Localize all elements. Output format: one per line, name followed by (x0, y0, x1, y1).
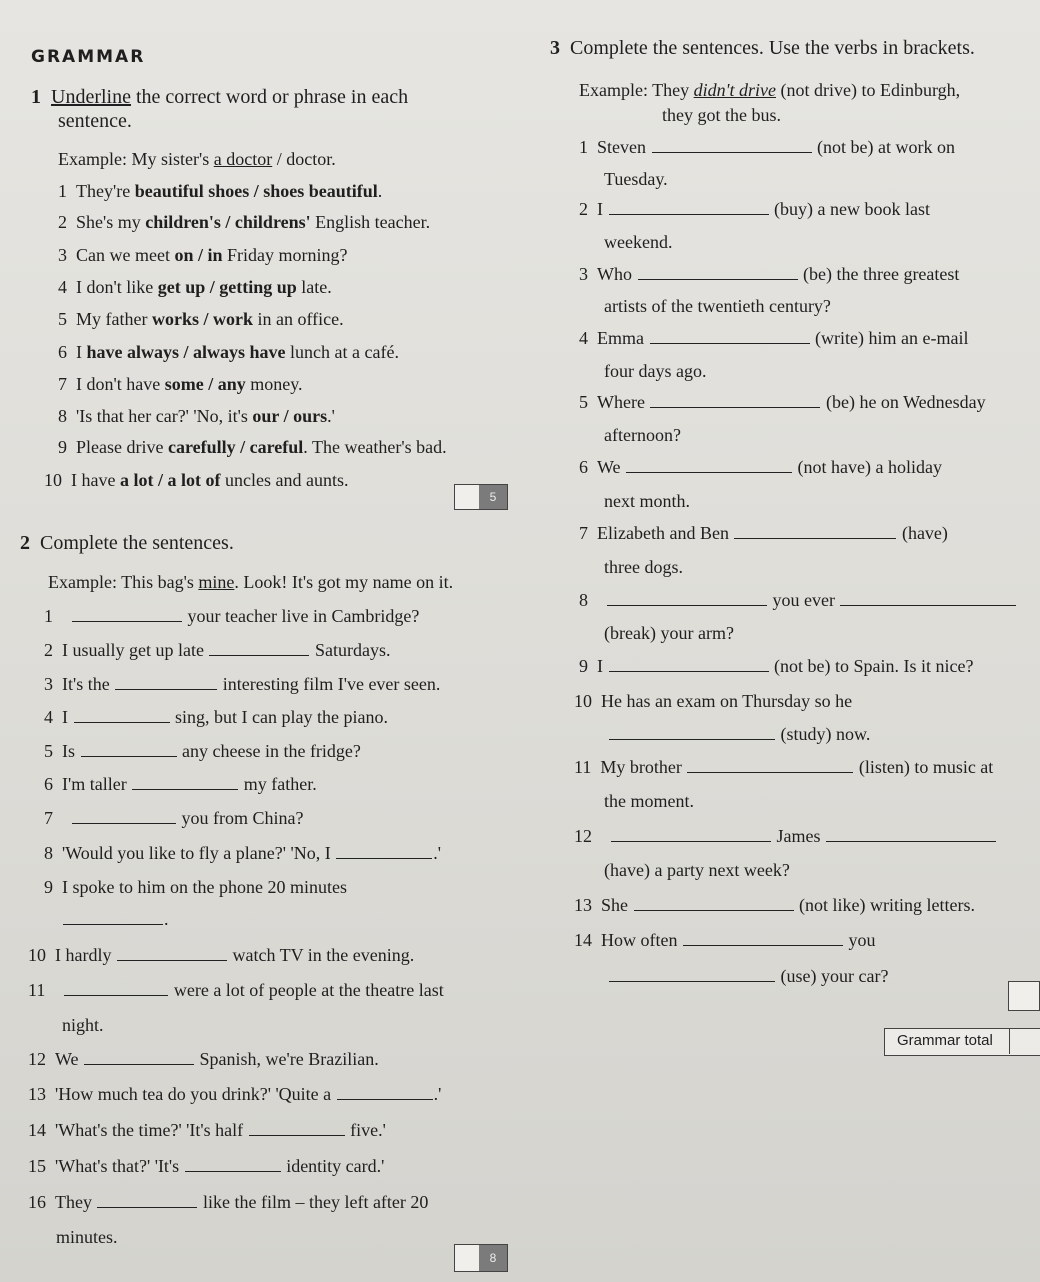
item-text: 'What's that?' 'It's (55, 1156, 184, 1176)
item-number: 11 (28, 980, 46, 1000)
grammar-total-box (884, 1028, 1040, 1056)
item-number: 14 (574, 930, 592, 950)
item-text: like the film – they left after 20 (198, 1192, 429, 1212)
answer-blank[interactable] (638, 265, 798, 280)
item-continuation (608, 965, 888, 987)
item-text: (have) a party next week? (604, 860, 790, 880)
sentence-item (579, 522, 948, 544)
item-text: interesting film I've ever seen. (218, 674, 441, 694)
item-number: 1 (44, 606, 53, 626)
answer-blank[interactable] (609, 200, 769, 215)
item-text: (be) the three greatest (803, 264, 960, 284)
item-number: 5 (44, 741, 53, 761)
item-text: We (597, 457, 626, 477)
item-text: sing, but I can play the piano. (170, 707, 388, 727)
answer-blank[interactable] (81, 742, 177, 757)
answer-blank[interactable] (634, 896, 794, 911)
grammar-total-score (1009, 1028, 1040, 1054)
exercise-2-example: Example: This bag's mine. Look! It's got my name on it. (48, 572, 454, 592)
item-text: were a lot of people at the theatre last (169, 980, 444, 1000)
answer-blank[interactable] (650, 329, 810, 344)
item-text: .' (433, 1084, 442, 1104)
item-number: 1 (58, 181, 67, 201)
item-text: I have (71, 470, 120, 490)
item-continuation (604, 424, 681, 446)
item-number: 2 (579, 199, 588, 219)
item-text: artists of the twentieth century? (604, 296, 831, 316)
exercise-3-example: Example: They didn't drive (not drive) to Edinburgh, (579, 80, 961, 100)
item-number: 10 (574, 691, 592, 711)
item-text: four days ago. (604, 361, 707, 381)
sentence-item (58, 405, 335, 427)
item-text: Tuesday. (604, 169, 668, 189)
item-text: Who (597, 264, 637, 284)
sentence-item (58, 180, 382, 202)
answer-blank[interactable] (132, 775, 238, 790)
sentence-item (44, 876, 347, 898)
sentence-item (579, 263, 959, 285)
item-number: 4 (58, 277, 67, 297)
item-continuation (604, 360, 706, 382)
item-number: 5 (58, 309, 67, 329)
sentence-item (44, 639, 390, 661)
sentence-item (58, 308, 344, 330)
exercise-1-title-line2: sentence. (58, 110, 132, 132)
item-text: He has an exam on Thursday so he (601, 691, 853, 711)
item-text: (use) your car? (780, 966, 889, 986)
answer-blank[interactable] (609, 725, 775, 740)
answer-blank[interactable] (652, 138, 812, 153)
sentence-item (44, 605, 419, 627)
item-9-continuation (62, 908, 169, 930)
answer-blank[interactable] (734, 524, 896, 539)
answer-blank[interactable] (626, 458, 792, 473)
item-number: 8 (44, 843, 53, 863)
item-text: Spanish, we're Brazilian. (195, 1049, 379, 1069)
item-number: 2 (58, 212, 67, 232)
item-number: 2 (44, 640, 53, 660)
item-text: (be) he on Wednesday (825, 392, 986, 412)
item-text: (break) your arm? (604, 623, 734, 643)
item-number: 15 (28, 1156, 46, 1176)
answer-blank[interactable] (607, 591, 767, 606)
item-text: . (164, 909, 169, 929)
item-text: any cheese in the fridge? (177, 741, 361, 761)
item-text: I don't have (76, 374, 165, 394)
answer-blank[interactable] (74, 708, 170, 723)
item-number: 13 (574, 895, 592, 915)
item-text: uncles and aunts. (220, 470, 349, 490)
answer-blank[interactable] (72, 607, 182, 622)
item-text: Can we meet (76, 245, 175, 265)
answer-blank[interactable] (97, 1193, 197, 1208)
answer-blank[interactable] (337, 1085, 433, 1100)
item-text: (write) him an e-mail (815, 328, 969, 348)
sentence-item (28, 1191, 428, 1213)
item-number: 12 (28, 1049, 46, 1069)
item-number: 5 (579, 392, 588, 412)
sentence-item (28, 1155, 384, 1177)
sentence-item (579, 456, 942, 478)
item-text: watch TV in the evening. (227, 945, 415, 965)
item-number: 7 (579, 523, 588, 543)
item-text: 'Is that her car?' 'No, it's (76, 406, 253, 426)
item-text: (listen) to music at (858, 757, 994, 777)
score-max: 5 (479, 485, 507, 509)
item-text: We (55, 1049, 84, 1069)
sentence-item (44, 842, 441, 864)
exercise-1-example: Example: My sister's a doctor / doctor. (58, 149, 336, 169)
example-answer: mine (198, 572, 235, 592)
answer-blank[interactable] (840, 591, 1016, 606)
item-text: 'What's the time?' 'It's half (55, 1120, 248, 1140)
item-number: 8 (58, 406, 67, 426)
item-number: 3 (579, 264, 588, 284)
item-number: 12 (574, 826, 592, 846)
answer-blank[interactable] (826, 827, 996, 842)
item-text: money. (245, 374, 303, 394)
item-text: 'Would you like to fly a plane?' 'No, I (62, 843, 336, 863)
exercise-1-title (31, 86, 408, 108)
item-number: 4 (44, 707, 53, 727)
answer-blank[interactable] (64, 981, 168, 996)
item-11-continuation: night. (62, 1015, 104, 1035)
item-continuation (604, 556, 683, 578)
item-text: my father. (239, 774, 317, 794)
sentence-item (574, 756, 993, 778)
score-max: 8 (479, 1245, 507, 1271)
sentence-item (58, 244, 347, 266)
sentence-item (574, 825, 997, 847)
item-number: 10 (44, 470, 62, 490)
answer-blank[interactable] (609, 967, 775, 982)
word-choice[interactable]: on / in (174, 245, 223, 265)
answer-blank[interactable] (611, 827, 771, 842)
item-number: 9 (44, 877, 53, 897)
item-text: the moment. (604, 791, 694, 811)
sentence-item (58, 436, 447, 458)
item-text: next month. (604, 491, 690, 511)
item-number: 14 (28, 1120, 46, 1140)
item-text: I (597, 199, 608, 219)
exercise-3-title: 3 Complete the sentences. Use the verbs in brackets. (550, 37, 975, 59)
item-text: .' (327, 406, 335, 426)
item-text: (buy) a new book last (774, 199, 930, 219)
word-choice[interactable]: children's / childrens' (145, 212, 311, 232)
sentence-item (44, 673, 440, 695)
item-continuation (604, 622, 734, 644)
item-number: 3 (44, 674, 53, 694)
item-text: (have) (901, 523, 948, 543)
score-box-1 (454, 484, 508, 510)
example-answer: didn't drive (693, 80, 776, 100)
item-text: afternoon? (604, 425, 681, 445)
answer-blank[interactable] (650, 393, 820, 408)
item-number: 6 (579, 457, 588, 477)
item-number: 7 (44, 808, 53, 828)
item-number: 16 (28, 1192, 46, 1212)
sentence-item (579, 198, 930, 220)
item-text: English teacher. (310, 212, 431, 232)
sentence-item (28, 979, 444, 1001)
sentence-item (574, 894, 975, 916)
item-text: you ever (772, 590, 835, 610)
sentence-item (58, 211, 430, 233)
answer-blank[interactable] (209, 641, 309, 656)
item-text: I don't like (76, 277, 158, 297)
word-choice[interactable]: beautiful shoes / shoes beautiful (134, 181, 378, 201)
item-text: My father (76, 309, 152, 329)
item-text: Saturdays. (310, 640, 391, 660)
sentence-item (58, 341, 399, 363)
sentence-item (574, 690, 852, 712)
answer-blank[interactable] (185, 1157, 281, 1172)
sentence-item (579, 655, 973, 677)
example-answer: a doctor (213, 149, 273, 169)
item-number: 10 (28, 945, 46, 965)
item-text: They're (76, 181, 135, 201)
exercise-number: 1 (31, 86, 41, 108)
item-number: 7 (58, 374, 67, 394)
item-text: Is (62, 741, 80, 761)
sentence-item (28, 944, 414, 966)
item-text: I (597, 656, 608, 676)
item-continuation (604, 859, 790, 881)
item-text: James (776, 826, 821, 846)
exercise-number: 2 (20, 532, 30, 554)
sentence-item (579, 136, 955, 158)
answer-blank[interactable] (117, 946, 227, 961)
sentence-item (28, 1083, 441, 1105)
answer-blank[interactable] (336, 844, 432, 859)
item-text: I spoke to him on the phone 20 minutes (62, 877, 347, 897)
item-16-continuation: minutes. (56, 1227, 118, 1247)
item-number: 1 (579, 137, 588, 157)
item-continuation (604, 295, 831, 317)
item-continuation (608, 723, 870, 745)
item-number: 8 (579, 590, 588, 610)
word-choice[interactable]: a lot / a lot of (119, 470, 221, 490)
word-choice[interactable]: get up / getting up (157, 277, 297, 297)
item-text: late. (296, 277, 332, 297)
item-text: She (601, 895, 633, 915)
word-choice[interactable]: our / ours (252, 406, 328, 426)
item-text: 'How much tea do you drink?' 'Quite a (55, 1084, 336, 1104)
item-text: you from China? (177, 808, 304, 828)
answer-blank[interactable] (683, 931, 843, 946)
item-number: 6 (58, 342, 67, 362)
answer-blank[interactable] (63, 910, 163, 925)
exercise-number: 3 (550, 37, 560, 59)
sentence-item (58, 373, 303, 395)
sentence-item (44, 706, 388, 728)
item-continuation (604, 490, 690, 512)
item-text: (not like) writing letters. (799, 895, 975, 915)
item-number: 4 (579, 328, 588, 348)
item-text: I (76, 342, 87, 362)
item-text: weekend. (604, 232, 673, 252)
answer-blank[interactable] (249, 1121, 345, 1136)
item-text: .' (433, 843, 441, 863)
item-number: 6 (44, 774, 53, 794)
answer-blank[interactable] (609, 657, 769, 672)
item-number: 11 (574, 757, 592, 777)
item-text: you (848, 930, 876, 950)
exercise-2-title: 2 Complete the sentences. (20, 532, 234, 554)
item-number: 13 (28, 1084, 46, 1104)
sentence-item (579, 327, 968, 349)
item-text: I (62, 707, 73, 727)
item-text: in an office. (253, 309, 344, 329)
answer-blank[interactable] (115, 675, 217, 690)
word-choice[interactable]: have always / always have (86, 342, 286, 362)
item-text: . (377, 181, 383, 201)
item-text: I'm taller (62, 774, 132, 794)
item-text: Elizabeth and Ben (597, 523, 734, 543)
sentence-item (579, 391, 986, 413)
sentence-item (28, 1119, 386, 1141)
sentence-item (579, 589, 1017, 611)
item-text: How often (601, 930, 682, 950)
title-rest: the correct word or phrase in each (130, 86, 409, 108)
item-text: Please drive (76, 437, 168, 457)
item-continuation (604, 168, 668, 190)
exercise-3-example-line2: they got the bus. (662, 105, 781, 125)
score-box-3 (1008, 981, 1040, 1011)
item-text: She's my (76, 212, 146, 232)
item-text: . The weather's bad. (303, 437, 447, 457)
item-text: I usually get up late (62, 640, 209, 660)
item-text: (not have) a holiday (797, 457, 942, 477)
item-text: (study) now. (780, 724, 871, 744)
item-text: three dogs. (604, 557, 683, 577)
item-number: 3 (58, 245, 67, 265)
score-box-2 (454, 1244, 508, 1272)
item-text: Friday morning? (222, 245, 348, 265)
section-heading: GRAMMAR (31, 47, 146, 67)
word-choice[interactable]: some / any (164, 374, 246, 394)
item-text: identity card.' (281, 1156, 385, 1176)
answer-blank[interactable] (72, 809, 176, 824)
answer-blank[interactable] (84, 1050, 194, 1065)
item-text: They (55, 1192, 97, 1212)
item-text: five.' (345, 1120, 386, 1140)
item-text: Steven (597, 137, 651, 157)
item-text: It's the (62, 674, 115, 694)
sentence-item (58, 276, 332, 298)
item-text: I hardly (55, 945, 116, 965)
item-text: Where (597, 392, 650, 412)
item-text: lunch at a café. (285, 342, 399, 362)
title-underline-word: Underline (51, 86, 131, 108)
sentence-item (574, 929, 875, 951)
item-number: 9 (58, 437, 67, 457)
sentence-item (44, 773, 317, 795)
item-text: Emma (597, 328, 649, 348)
item-text: (not be) to Spain. Is it nice? (774, 656, 974, 676)
sentence-item (28, 1048, 379, 1070)
answer-blank[interactable] (687, 758, 853, 773)
sentence-item (44, 740, 361, 762)
item-number: 9 (579, 656, 588, 676)
item-continuation (604, 231, 672, 253)
item-text: (not be) at work on (817, 137, 955, 157)
word-choice[interactable]: works / work (151, 309, 253, 329)
sentence-item (44, 469, 348, 491)
item-text: My brother (600, 757, 687, 777)
grammar-total-label: Grammar total (897, 1032, 993, 1049)
word-choice[interactable]: carefully / careful (167, 437, 304, 457)
item-continuation (604, 790, 694, 812)
item-text: your teacher live in Cambridge? (183, 606, 420, 626)
sentence-item (44, 807, 303, 829)
